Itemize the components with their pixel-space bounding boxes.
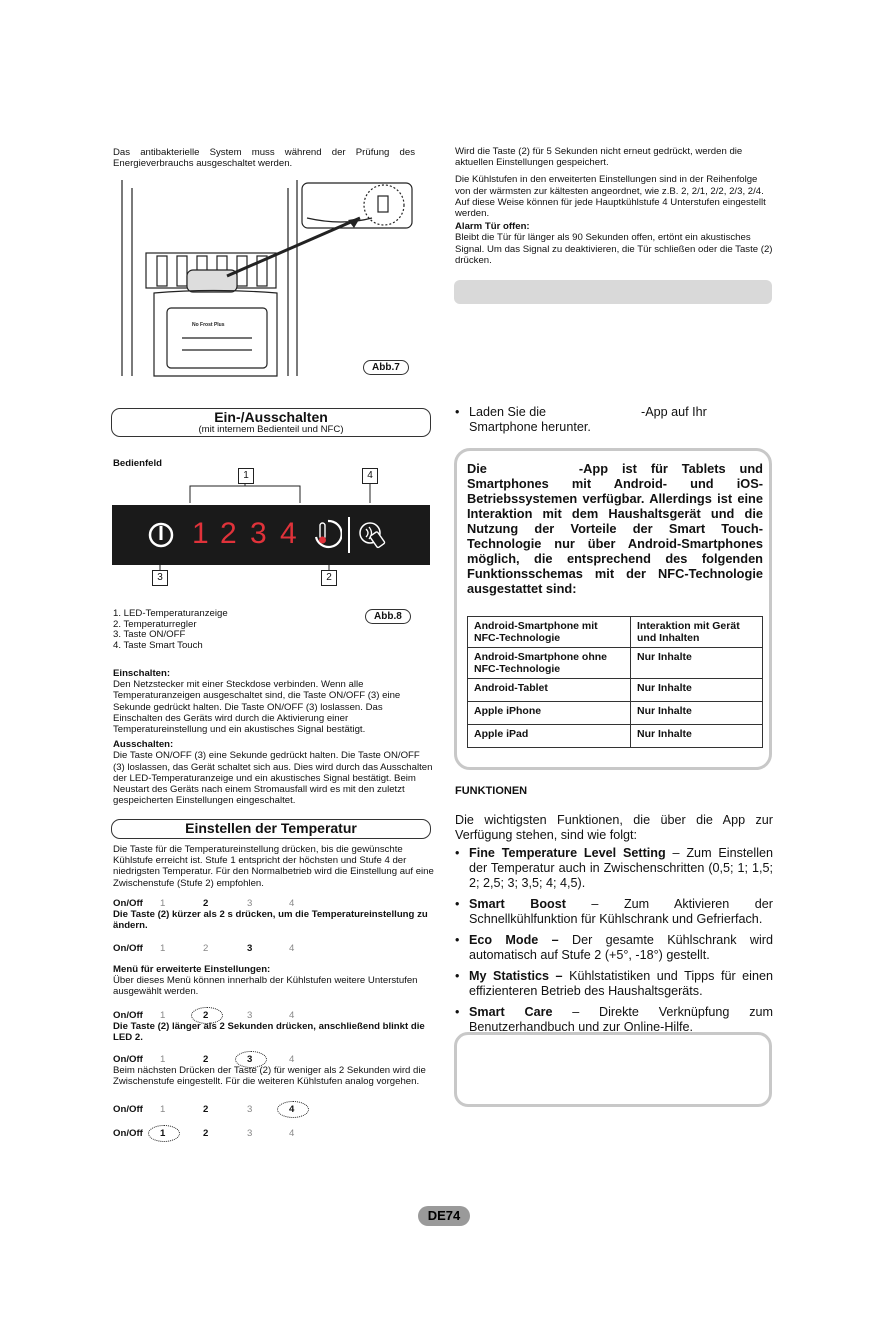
led-digit-1: 1	[192, 517, 209, 550]
seq-level: 3	[247, 1104, 253, 1115]
table-cell: Nur Inhalte	[631, 702, 763, 725]
extended-menu	[113, 964, 435, 998]
callout-2: 2	[321, 570, 337, 586]
download-bullet: • Laden Sie die -App auf Ihr Smartphone herunter.	[455, 405, 707, 434]
function-desc: Kühlstatistiken und Tipps für einen effizienteren Betrieb des Haushaltsgeräts.	[469, 969, 773, 998]
functions-list	[455, 846, 773, 1041]
table-row	[468, 725, 763, 748]
right-top-text	[455, 146, 773, 266]
fridge-figure	[112, 178, 422, 378]
switch-on-title: Einschalten:	[113, 668, 171, 679]
panel-legend	[113, 609, 363, 651]
switch-on-text: Den Netzstecker mit einer Steckdose verbinden. Wenn alle Temperaturanzeigen ausgeschaltet sind, die Taste ON/OFF (3) eine Sekunde gedrückt halten. Die Taste ON/OFF (3) loslassen. Das Einschalten des Geräts wird durch die Aktivierung einer Temperatureinstellung und ein akustisches Signal bestätigt.	[113, 679, 401, 736]
table-cell: Apple iPad	[468, 725, 631, 748]
empty-info-box	[454, 1032, 772, 1107]
seq-level: 3	[247, 1128, 253, 1139]
callout-lines-top	[180, 468, 380, 508]
functions-title: FUNKTIONEN	[455, 785, 528, 797]
seq-level: 1	[160, 943, 166, 954]
save-settings-text: Wird die Taste (2) für 5 Sekunden nicht erneut gedrückt, werden die aktuellen Einstellungen gespeichert.	[455, 146, 743, 169]
table-cell: Nur Inhalte	[631, 679, 763, 702]
section-header-onoff	[111, 408, 431, 437]
seq-level: 4	[289, 943, 295, 954]
step4-text: Beim nächsten Drücken der Taste (2) für weniger als 2 Sekunden wird die Zwischenstufe eingestellt. Für die weiteren Kühlstufen analog vorgehen.	[113, 1065, 426, 1088]
seq-level-active: 2	[203, 1104, 209, 1115]
led-digit-4: 4	[280, 517, 297, 550]
figure-label-abb8: Abb.8	[365, 609, 411, 624]
callout-3: 3	[152, 570, 168, 586]
download-text-b: -App auf Ihr Smartphone herunter.	[469, 405, 707, 434]
seq-level: 4	[289, 1128, 295, 1139]
level-sequence	[113, 943, 313, 955]
temp-intro: Die Taste für die Temperatureinstellung drücken, bis die gewünschte Kühlstufe erreicht ist. Stufe 1 entspricht der höchsten und Stufe 4 der niedrigsten Temperatur. Für den Normalbetrieb wird die Einstellung auf eine Zwischenstufe (Stufe 2) empfohlen.	[113, 844, 434, 889]
function-name: My Statistics –	[469, 969, 563, 983]
seq-level: 2	[203, 943, 209, 954]
onoff-instructions	[113, 668, 433, 806]
function-name: Smart Boost	[469, 897, 566, 911]
table-row	[468, 617, 763, 648]
seq-level: 3	[247, 898, 253, 909]
nfc-box-text-b: -App ist für Tablets und Smartphones mit Android- und iOS-Betriebssystemen verfügbar. Allerdings ist eine Interaktion mit dem Haushaltsgerät und die Nutzung der Vorteile der Smart Touch-Technologie nur über Android-Smartphones möglich, die entsprechend des folgenden Funktionsschemas mit der NFC-Technologie ausgestattet sind:	[467, 461, 763, 596]
seq-onoff: On/Off	[113, 1128, 143, 1139]
section-title-onoff: Ein-/Ausschalten	[214, 409, 328, 425]
function-desc: Der gesamte Kühlschrank wird automatisch auf Stufe 2 (+5°, -18°) gestellt.	[469, 933, 773, 962]
step3-text: Die Taste (2) länger als 2 Sekunden drücken, anschließend blinkt die LED 2.	[113, 1021, 425, 1044]
nfc-box-text-a: Die	[467, 461, 487, 476]
menu-text: Über dieses Menü können innerhalb der Kühlstufen weitere Unterstufen ausgewählt werden.	[113, 975, 418, 998]
function-name: Eco Mode –	[469, 933, 559, 947]
nfc-box-text	[467, 461, 763, 596]
power-icon[interactable]	[146, 520, 176, 550]
seq-level: 4	[289, 1054, 295, 1065]
download-text-a: Laden Sie die	[469, 405, 547, 419]
callout-lines-bottom	[150, 565, 350, 575]
callout-1: 1	[238, 468, 254, 484]
seq-level: 1	[160, 898, 166, 909]
seq-level: 4	[289, 1010, 295, 1021]
nfc-info-box	[454, 448, 772, 770]
function-desc: – Zum Aktivieren der Schnellkühlfunktion für Kühlschrank und Gefrierfach.	[469, 897, 773, 926]
seq-onoff: On/Off	[113, 1104, 143, 1115]
seq-level: 4	[289, 898, 295, 909]
list-item	[455, 969, 773, 999]
list-item	[455, 1005, 773, 1035]
seq-level: 1	[160, 1010, 166, 1021]
table-cell: Nur Inhalte	[631, 725, 763, 748]
section-title-temp: Einstellen der Temperatur	[185, 820, 357, 836]
table-cell: Android-Tablet	[468, 679, 631, 702]
function-name: Smart Care	[469, 1005, 553, 1019]
seq-level: 1	[160, 1054, 166, 1065]
table-cell: Nur Inhalte	[631, 648, 763, 679]
seq-level-active: 2	[203, 1128, 209, 1139]
table-row	[468, 702, 763, 725]
seq-level-active: 3	[247, 943, 253, 954]
legend-item: 3. Taste ON/OFF	[113, 629, 186, 640]
function-name: Fine Temperature Level Setting	[469, 846, 666, 860]
seq-level-active: 2	[203, 1010, 209, 1021]
panel-label: Bedienfeld	[113, 458, 163, 469]
section-header-temp	[111, 819, 431, 839]
seq-onoff: On/Off	[113, 943, 143, 954]
level-sequence	[113, 1104, 313, 1116]
legend-item: 2. Temperaturregler	[113, 618, 197, 630]
seq-level: 1	[160, 1104, 166, 1115]
legend-item: 1. LED-Temperaturanzeige	[113, 608, 228, 619]
table-cell: Android-Smartphone ohne NFC-Technologie	[468, 648, 631, 679]
function-desc: – Zum Einstellen der Temperatur auch in Zwischenschritten (0,5; 1; 1,5; 2; 2,5; 3; 3,5; 4; 4,5).	[469, 846, 774, 890]
seq-onoff: On/Off	[113, 1054, 143, 1065]
seq-level: 3	[247, 1010, 253, 1021]
thermometer-icon[interactable]	[308, 517, 342, 553]
seq-onoff: On/Off	[113, 898, 143, 909]
led-digit-3: 3	[250, 517, 267, 550]
list-item	[455, 897, 773, 927]
table-cell: Apple iPhone	[468, 702, 631, 725]
page-number-badge: DE74	[418, 1206, 470, 1226]
table-row	[468, 648, 763, 679]
control-panel	[112, 505, 430, 565]
callout-4: 4	[362, 468, 378, 484]
seq-level-active: 4	[289, 1104, 295, 1115]
panel-divider	[348, 517, 350, 553]
switch-off-title: Ausschalten:	[113, 739, 174, 751]
seq-level-active: 2	[203, 898, 209, 909]
functions-intro: Die wichtigsten Funktionen, die über die App zur Verfügung stehen, sind wie folgt:	[455, 813, 773, 842]
list-item	[455, 933, 773, 963]
section-subtitle-onoff: (mit internem Bedienteil und NFC)	[198, 424, 344, 435]
figure-label-abb7: Abb.7	[363, 360, 409, 375]
seq-level-active: 3	[247, 1054, 253, 1065]
table-cell: Android-Smartphone mit NFC-Technologie	[468, 617, 631, 648]
fridge-brand: No Frost Plus	[192, 322, 225, 328]
table-row	[468, 679, 763, 702]
function-desc: – Direkte Verknüpfung zum Benutzerhandbuch und zur Online-Hilfe.	[469, 1005, 774, 1034]
alarm-title: Alarm Tür offen:	[455, 221, 530, 233]
table-cell: Interaktion mit Gerät und Inhalten	[631, 617, 763, 648]
seq-level-active: 2	[203, 1054, 209, 1065]
legend-item: 4. Taste Smart Touch	[113, 639, 203, 651]
device-table	[467, 616, 763, 748]
smart-touch-icon[interactable]	[358, 519, 388, 551]
seq-level-active: 1	[160, 1128, 166, 1139]
menu-title: Menü für erweiterte Einstellungen:	[113, 964, 271, 975]
switch-off-text: Die Taste ON/OFF (3) eine Sekunde gedrückt halten. Die Taste ON/OFF (3) loslassen, das Gerät schaltet sich aus. Dies wird durch das Ausschalten der LED-Temperaturanzeige und ein akustisches Signal bestätigt. Beim Neustart des Geräts nach einem Stromausfall wird es mit den zuletzt gespeicherten Einstellungen eingeschaltet.	[113, 750, 433, 807]
led-digit-2: 2	[220, 517, 237, 550]
antibacterial-note: Das antibakterielle System muss während der Prüfung des Energieverbrauchs ausgeschaltet werden.	[113, 147, 415, 170]
list-item	[455, 846, 773, 891]
level-sequence	[113, 1128, 313, 1140]
grey-banner	[454, 280, 772, 304]
sub-levels-text: Die Kühlstufen in den erweiterten Einstellungen sind in der Reihenfolge von der wärmsten zur kältesten angeordnet, wie z.B. 2, 2/1, 2/2, 2/3, 2/4. Auf diese Weise können für jede Hauptkühlstufe 4 Unterstufen eingestellt werden.	[455, 174, 766, 220]
seq-onoff: On/Off	[113, 1010, 143, 1021]
step1-text: Die Taste (2) kürzer als 2 s drücken, um die Temperatureinstellung zu ändern.	[113, 909, 428, 932]
alarm-text: Bleibt die Tür für länger als 90 Sekunden offen, ertönt ein akustisches Signal. Um das Signal zu deaktivieren, die Tür schließen oder die Taste (2) drücken.	[455, 232, 773, 266]
